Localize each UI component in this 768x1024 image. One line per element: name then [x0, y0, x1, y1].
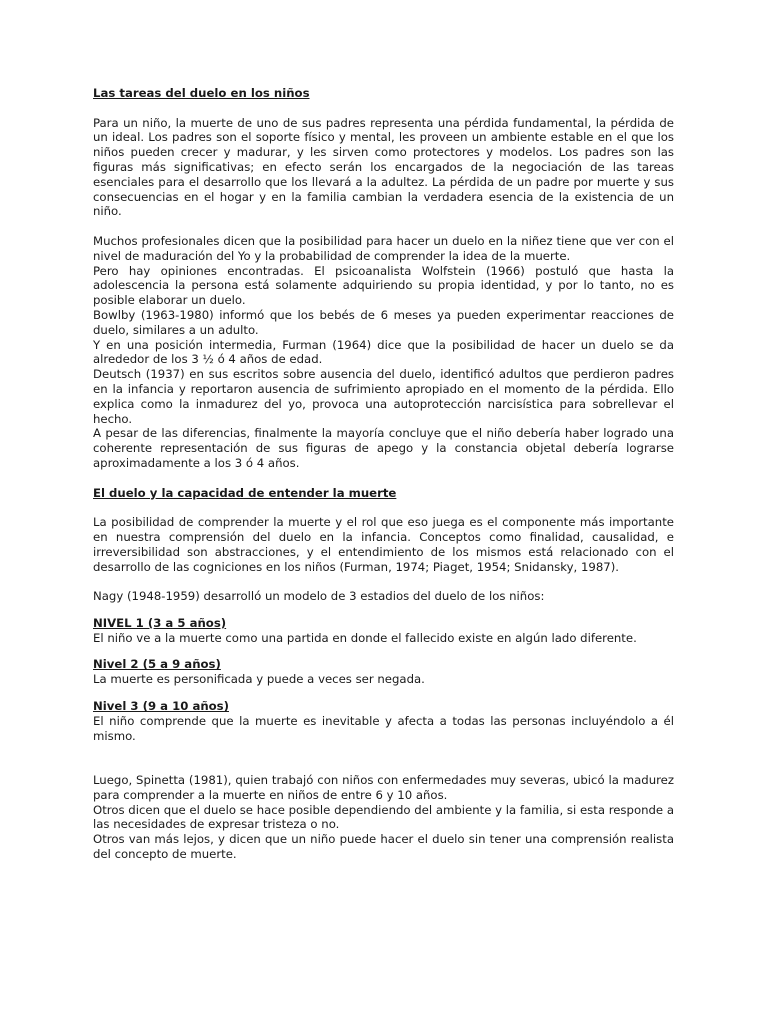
paragraph-ambiente-familia: Otros dicen que el duelo se hace posible dependiendo del ambiente y la familia, si esta responde a las necesidades de expresar tristeza o no.	[93, 802, 674, 832]
paragraph-perdida-padre: Para un niño, la muerte de uno de sus padres representa una pérdida fundamental, la pérdida de un ideal. Los padres son el soporte físico y mental, les proveen un ambiente estable en el que los niños pueden crecer y madurar, y les sirven como protectores y modelos. Los padres son las figuras más significativas; en efecto serán los encargados de la negociación de las tareas esenciales para el desarrollo que los llevará a la adultez. La pérdida de un padre por muerte y sus consecuencias en el hogar y en la familia cambian la verdadera esencia de la existencia de un niño.	[93, 115, 674, 219]
paragraph-bowlby: Bowlby (1963-1980) informó que los bebés de 6 meses ya pueden experimentar reacciones de duelo, similares a un adulto.	[93, 307, 674, 337]
level-2-text: La muerte es personificada y puede a veces ser negada.	[93, 672, 425, 687]
section-title-tareas-duelo: Las tareas del duelo en los niños	[93, 86, 310, 100]
paragraph-comprender-muerte: La posibilidad de comprender la muerte y el rol que eso juega es el componente más importante en nuestra comprensión del duelo en la infancia. Conceptos como finalidad, causalidad, e irreversibilidad son abstracciones, y el entendimiento de los mismos está relacionado con el desarrollo de las cogniciones en los niños (Furman, 1974; Piaget, 1954; Snidansky, 1987).	[93, 515, 674, 574]
paragraph-furman: Y en una posición intermedia, Furman (1964) dice que la posibilidad de hacer un duelo se da alrededor de los 3 ½ ó 4 años de edad.	[93, 337, 674, 367]
paragraph-comprension-realista: Otros van más lejos, y dicen que un niño puede hacer el duelo sin tener una comprensión realista del concepto de muerte.	[93, 832, 674, 862]
paragraph-nagy: Nagy (1948-1959) desarrolló un modelo de 3 estadios del duelo de los niños:	[93, 589, 545, 604]
level-1-title: NIVEL 1 (3 a 5 años)	[93, 615, 227, 630]
paragraph-deutsch: Deutsch (1937) en sus escritos sobre ausencia del duelo, identificó adultos que perdieron padres en la infancia y reportaron ausencia de sufrimiento apropiado en el momento de la pérdida. Ello explica como la inmadurez del yo, provoca una autoprotección narcisística para sobrellevar el hecho.	[93, 367, 674, 426]
level-1-text: El niño ve a la muerte como una partida en donde el fallecido existe en algún lado diferente.	[93, 630, 637, 645]
paragraph-wolfstein: Pero hay opiniones encontradas. El psicoanalista Wolfstein (1966) postuló que hasta la adolescencia la persona está solamente adquiriendo su propia identidad, y por lo tanto, no es posible elaborar un duelo.	[93, 263, 674, 308]
document-page	[93, 86, 674, 862]
level-2-title: Nivel 2 (5 a 9 años)	[93, 657, 221, 672]
level-3-title: Nivel 3 (9 a 10 años)	[93, 699, 229, 714]
paragraph-profesionales: Muchos profesionales dicen que la posibilidad para hacer un duelo en la niñez tiene que ver con el nivel de maduración del Yo y la probabilidad de comprender la idea de la muerte.	[93, 233, 674, 263]
level-3-text: El niño comprende que la muerte es inevitable y afecta a todas las personas incluyéndolo a él mismo.	[93, 713, 674, 743]
paragraph-conclusion: A pesar de las diferencias, finalmente la mayoría concluye que el niño debería haber logrado una coherente representación de sus figuras de apego y la constancia objetal debería lograrse aproximadamente a los 3 ó 4 años.	[93, 426, 674, 470]
section-title-capacidad-entender: El duelo y la capacidad de entender la muerte	[93, 485, 397, 500]
paragraph-spinetta: Luego, Spinetta (1981), quien trabajó con niños con enfermedades muy severas, ubicó la madurez para comprender a la muerte en niños de entre 6 y 10 años.	[93, 773, 674, 802]
